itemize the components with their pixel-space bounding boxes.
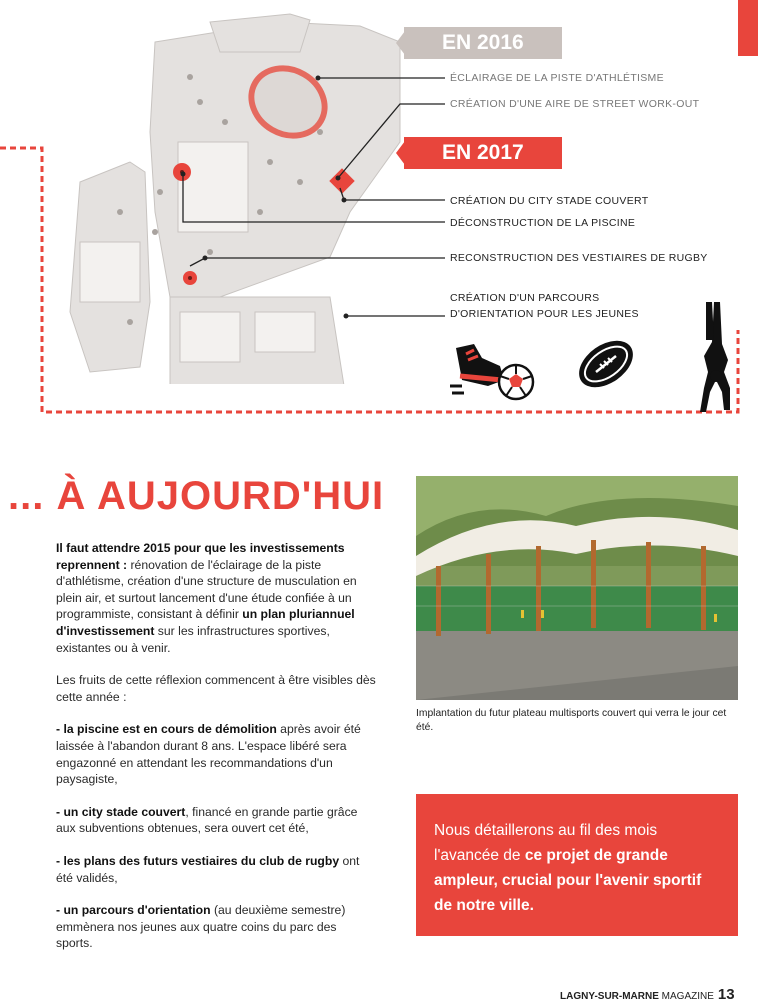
- photo-caption: Implantation du futur plateau multisports couvert qui verra le jour cet été.: [416, 708, 727, 733]
- label-piscine: DÉCONSTRUCTION DE LA PISCINE: [450, 217, 636, 229]
- page-number: 13: [717, 986, 735, 1003]
- label-vestiaires: RECONSTRUCTION DES VESTIAIRES DE RUGBY: [450, 252, 708, 264]
- connector-lines: [0, 0, 758, 420]
- footer-magazine: MAGAZINE: [661, 991, 714, 1002]
- year-banner-2016: EN 2016: [404, 27, 562, 59]
- article-body: [56, 540, 376, 968]
- handstand-athlete-icon: [694, 300, 740, 416]
- paragraph-1: Il faut attendre 2015 pour que les investissements reprennent : rénovation de l'éclairage de la piste d'athlétisme, création d'une structure de musculation en plein air, et surtout lancement d'une étude confiée à un programmiste, consistant à définir un plan pluriannuel d'investissement sur les infrastructures sportives, existantes ou à venir.: [56, 541, 357, 655]
- paragraph-parcours: - un parcours d'orientation (au deuxième semestre) emmènera nos jeunes aux quatre coins du parc des sports.: [56, 903, 346, 951]
- photo-multisport-court: [416, 476, 738, 700]
- paragraph-piscine: - la piscine est en cours de démolition après avoir été laissée à l'abandon durant 8 ans. L'espace libéré sera engazonné en attendant les recommandations d'un paysagiste,: [56, 722, 361, 787]
- label-parcours-line2: D'ORIENTATION POUR LES JEUNES: [450, 308, 639, 320]
- section-heading: ... À AUJOURD'HUI: [8, 474, 385, 518]
- paragraph-city-stade: - un city stade couvert, financé en grande partie grâce aux subventions obtenues, sera ouvert cet été,: [56, 804, 358, 836]
- label-street-workout: CRÉATION D'UNE AIRE DE STREET WORK-OUT: [450, 98, 700, 110]
- paragraph-vestiaires: - les plans des futurs vestiaires du club de rugby ont été validés,: [56, 853, 360, 885]
- rugby-ball-icon: [574, 334, 638, 394]
- label-piste: ÉCLAIRAGE DE LA PISTE D'ATHLÉTISME: [450, 72, 664, 84]
- footer-brand: LAGNY-SUR-MARNE: [560, 991, 659, 1002]
- banner-points: [396, 27, 408, 169]
- callout-box: Nous détaillerons au fil des mois l'avancée de ce projet de grande ampleur, crucial pour l'avenir sportif de notre ville.: [416, 794, 738, 936]
- paragraph-2: Les fruits de cette réflexion commencent à être visibles dès cette année :: [56, 673, 376, 704]
- footer: [560, 986, 735, 1003]
- year-banner-2017: EN 2017: [404, 137, 562, 169]
- label-parcours-line1: CRÉATION D'UN PARCOURS: [450, 292, 600, 304]
- sneaker-ball-icon: [448, 340, 538, 404]
- label-city-stade: CRÉATION DU CITY STADE COUVERT: [450, 195, 649, 207]
